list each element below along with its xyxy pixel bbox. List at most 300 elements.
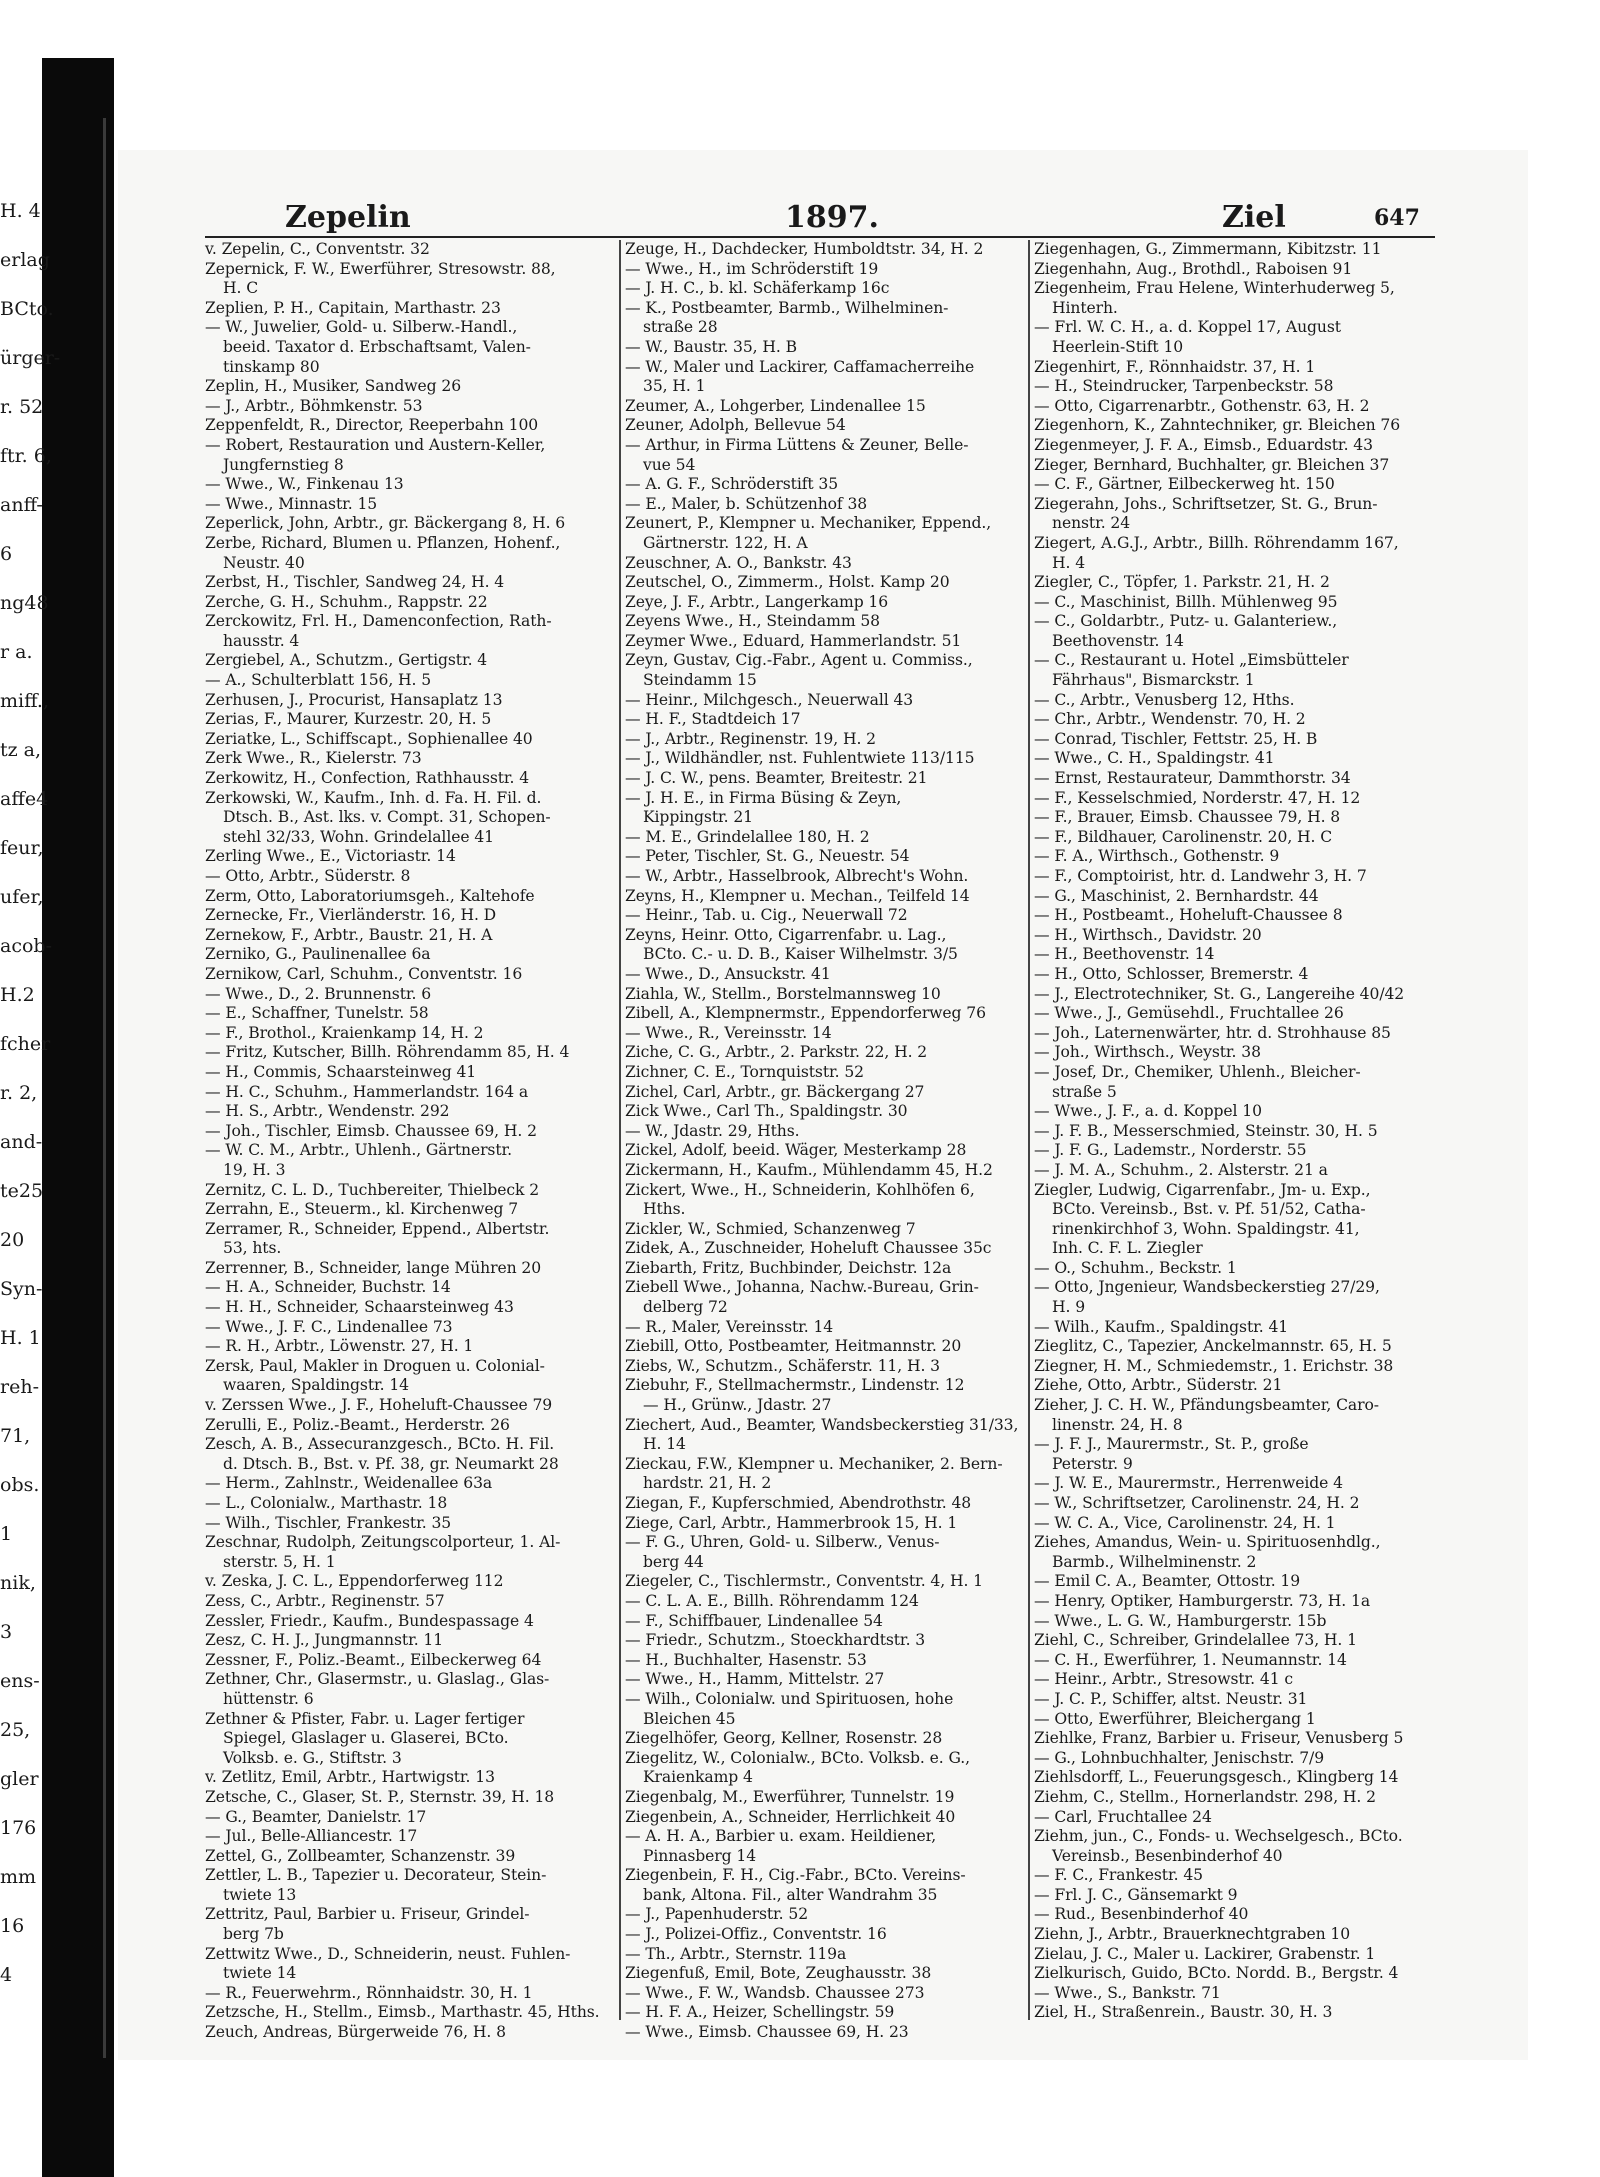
directory-entry-line: — R., Feuerwehrm., Rönnhaidstr. 30, H. 1	[205, 1983, 533, 2002]
directory-entry-line: Ziebuhr, F., Stellmachermstr., Lindenstr. 12	[625, 1376, 965, 1395]
directory-entry-line: — J. C. W., pens. Beamter, Breitestr. 21	[625, 769, 928, 788]
directory-entry-line: — Chr., Arbtr., Wendenstr. 70, H. 2	[1034, 710, 1306, 729]
directory-entry-line: Ziegenhirt, F., Rönnhaidstr. 37, H. 1	[1034, 357, 1316, 376]
directory-entry-line: — L., Colonialw., Marthastr. 18	[205, 1494, 448, 1512]
directory-entry-line: Zernikow, Carl, Schuhm., Conventstr. 16	[205, 964, 523, 983]
directory-entry-line: beeid. Taxator d. Erbschaftsamt, Valen-	[223, 337, 531, 356]
stub-text: Syn-	[0, 1278, 43, 1300]
directory-entry-line: Hths.	[643, 1200, 686, 1219]
directory-entry-line: Zesz, C. H. J., Jungmannstr. 11	[205, 1631, 444, 1650]
directory-entry-line: Zerkowitz, H., Confection, Rathhausstr. 4	[205, 769, 530, 788]
directory-entry-line: Zerrenner, B., Schneider, lange Mühren 20	[205, 1258, 542, 1277]
directory-entry-line: — Frl. J. C., Gänsemarkt 9	[1034, 1885, 1238, 1904]
directory-entry-line: Zethner, Chr., Glasermstr., u. Glaslag., Glas-	[205, 1670, 550, 1689]
header-rule	[205, 236, 1435, 238]
directory-entry-line: — E., Schaffner, Tunelstr. 58	[205, 1004, 429, 1023]
directory-entry-line: Zessner, F., Poliz.-Beamt., Eilbeckerweg 64	[205, 1650, 542, 1669]
directory-entry-line: — C., Restaurant u. Hotel „Eimsbütteler	[1034, 651, 1349, 670]
directory-entry-line: Zernekow, F., Arbtr., Baustr. 21, H. A	[205, 925, 493, 944]
directory-entry-line: — J., Wildhändler, nst. Fuhlentwiete 113/115	[625, 749, 975, 768]
directory-entry-line: H. C	[223, 279, 259, 298]
directory-entry-line: BCto. C.- u. D. B., Kaiser Wilhelmstr. 3/5	[643, 945, 958, 964]
stub-text: fcher	[0, 1033, 51, 1055]
directory-entry-line: Zieglitz, C., Tapezier, Anckelmannstr. 65, H. 5	[1034, 1337, 1392, 1356]
directory-entry-line: Zeuner, Adolph, Bellevue 54	[625, 416, 846, 435]
directory-entry-line: v. Zeska, J. C. L., Eppendorferweg 112	[205, 1572, 504, 1591]
directory-entry-line: Neustr. 40	[223, 553, 305, 572]
directory-entry-line: Zerramer, R., Schneider, Eppend., Albertstr.	[205, 1219, 550, 1238]
stub-text: and-	[0, 1131, 43, 1153]
directory-entry-line: — Conrad, Tischler, Fettstr. 25, H. B	[1034, 729, 1318, 748]
directory-entry-line: Ziegelitz, W., Colonialw., BCto. Volksb. e. G.,	[625, 1748, 970, 1767]
directory-entry-line: — O., Schuhm., Beckstr. 1	[1034, 1258, 1237, 1277]
directory-entry-line: Ziche, C. G., Arbtr., 2. Parkstr. 22, H. 2	[625, 1043, 928, 1062]
page-header-year: 1897.	[785, 200, 879, 235]
directory-entry-line: tinskamp 80	[223, 357, 320, 376]
directory-entry-line: — Wwe., H., Hamm, Mittelstr. 27	[625, 1670, 885, 1689]
stub-text: r. 52	[0, 396, 44, 418]
directory-entry-line: — H., Otto, Schlosser, Bremerstr. 4	[1034, 964, 1309, 983]
directory-entry-line: — Wwe., W., Finkenau 13	[205, 475, 404, 494]
directory-entry-line: — C., Maschinist, Billh. Mühlenweg 95	[1034, 592, 1338, 611]
directory-entry-line: — Wilh., Colonialw. und Spirituosen, hohe	[625, 1689, 954, 1708]
directory-entry-line: Ziegenhorn, K., Zahntechniker, gr. Bleichen 76	[1034, 416, 1401, 435]
directory-entry-line: Zeuge, H., Dachdecker, Humboldtstr. 34, H. 2	[625, 240, 984, 258]
directory-entry-line: — W. C. M., Arbtr., Uhlenh., Gärtnerstr.	[205, 1141, 512, 1160]
stub-text: affe4	[0, 788, 49, 810]
directory-entry-line: Ziegerahn, Johs., Schriftsetzer, St. G., Brun-	[1034, 494, 1378, 513]
directory-entry-line: Zeschnar, Rudolph, Zeitungscolporteur, 1. Al-	[205, 1533, 561, 1552]
directory-entry-line: Ziehlsdorff, L., Feuerungsgesch., Klingberg 14	[1034, 1768, 1399, 1787]
directory-entry-line: Ziegenbalg, M., Ewerführer, Tunnelstr. 19	[625, 1787, 955, 1806]
directory-entry-line: — H., Commis, Schaarsteinweg 41	[205, 1062, 477, 1081]
directory-entry-line: 53, hts.	[223, 1239, 282, 1258]
directory-entry-line: hüttenstr. 6	[223, 1689, 314, 1708]
directory-entry-line: Ziehe, Otto, Arbtr., Süderstr. 21	[1034, 1376, 1283, 1395]
stub-text: r a.	[0, 641, 33, 663]
directory-entry-line: Zieger, Bernhard, Buchhalter, gr. Bleichen 37	[1034, 455, 1390, 474]
directory-entry-line: — Wwe., L. G. W., Hamburgerstr. 15b	[1034, 1611, 1327, 1630]
directory-entry-line: — H., Grünw., Jdastr. 27	[643, 1396, 832, 1415]
directory-entry-line: H. 9	[1052, 1298, 1086, 1317]
directory-entry-line: Zeumer, A., Lohgerber, Lindenallee 15	[625, 396, 926, 415]
stub-text: mm	[0, 1866, 37, 1888]
directory-entry-line: — Otto, Arbtr., Süderstr. 8	[205, 867, 411, 885]
directory-entry-line: Zeyens Wwe., H., Steindamm 58	[625, 612, 881, 631]
directory-entry-line: Jungfernstieg 8	[223, 455, 344, 474]
stub-text: gler	[0, 1768, 39, 1790]
stub-text: 3	[0, 1621, 13, 1643]
directory-entry-line: — Rud., Besenbinderhof 40	[1034, 1905, 1249, 1924]
directory-entry-line: — G., Beamter, Danielstr. 17	[205, 1807, 427, 1826]
directory-entry-line: Dtsch. B., Ast. lks. v. Compt. 31, Schopen-	[223, 808, 551, 827]
directory-entry-line: Ziege, Carl, Arbtr., Hammerbrook 15, H. 1	[625, 1513, 958, 1532]
directory-entry-line: H. 14	[643, 1435, 686, 1454]
directory-entry-line: Zeye, J. F., Arbtr., Langerkamp 16	[625, 592, 889, 611]
directory-entry-line: Zeplin, H., Musiker, Sandweg 26	[205, 377, 462, 396]
directory-entry-line: Zick Wwe., Carl Th., Spaldingstr. 30	[625, 1102, 908, 1121]
directory-entry-line: — F., Kesselschmied, Norderstr. 47, H. 12	[1034, 788, 1361, 807]
directory-entry-line: Inh. C. F. L. Ziegler	[1052, 1239, 1203, 1258]
directory-entry-line: Ziebell Wwe., Johanna, Nachw.-Bureau, Grin-	[625, 1278, 979, 1297]
directory-entry-line: — H. F., Stadtdeich 17	[625, 710, 801, 729]
directory-entry-line: straße 28	[643, 318, 718, 337]
column-divider	[619, 240, 621, 2020]
directory-entry-line: — Otto, Jngenieur, Wandsbeckerstieg 27/29,	[1034, 1278, 1380, 1297]
stub-text: 176	[0, 1817, 37, 1839]
directory-entry-line: — Wwe., R., Vereinsstr. 14	[625, 1023, 832, 1042]
directory-column-3	[1034, 240, 1436, 2022]
directory-entry-line: waaren, Spaldingstr. 14	[223, 1376, 409, 1395]
stub-text: miff.,	[0, 690, 49, 712]
directory-entry-line: bank, Altona. Fil., alter Wandrahm 35	[643, 1885, 938, 1904]
directory-entry-line: — H. C., Schuhm., Hammerlandstr. 164 a	[205, 1082, 529, 1101]
directory-entry-line: Ziegan, F., Kupferschmied, Abendrothstr. 48	[625, 1494, 972, 1512]
directory-entry-line: sterstr. 5, H. 1	[223, 1552, 336, 1571]
directory-entry-line: Kraienkamp 4	[643, 1768, 753, 1787]
directory-entry-line: 35, H. 1	[643, 377, 706, 396]
directory-entry-line: Zesch, A. B., Assecuranzgesch., BCto. H. Fil.	[205, 1435, 555, 1454]
directory-entry-line: Zerrahn, E., Steuerm., kl. Kirchenweg 7	[205, 1200, 519, 1219]
directory-entry-line: delberg 72	[643, 1298, 728, 1317]
directory-entry-line: — C. L. A. E., Billh. Röhrendamm 124	[625, 1591, 919, 1610]
directory-entry-line: Zerckowitz, Frl. H., Damenconfection, Rath-	[205, 612, 552, 631]
directory-entry-line: Zielkurisch, Guido, BCto. Nordd. B., Bergstr. 4	[1034, 1964, 1399, 1983]
directory-entry-line: Zickermann, H., Kaufm., Mühlendamm 45, H.2	[625, 1160, 993, 1179]
directory-entry-line: Ziebill, Otto, Postbeamter, Heitmannstr. 20	[625, 1337, 962, 1356]
directory-entry-line: Vereinsb., Besenbinderhof 40	[1052, 1846, 1283, 1865]
stub-text: te25	[0, 1180, 44, 1202]
stub-text: obs.	[0, 1474, 40, 1496]
directory-entry-line: — J. M. A., Schuhm., 2. Alsterstr. 21 a	[1034, 1160, 1328, 1179]
directory-entry-line: — R., Maler, Vereinsstr. 14	[625, 1317, 834, 1336]
directory-entry-line: Ziehn, J., Arbtr., Brauerknechtgraben 10	[1034, 1925, 1351, 1944]
directory-entry-line: Ziechert, Aud., Beamter, Wandsbeckerstieg 31/33,	[625, 1415, 1019, 1434]
directory-entry-line: Volksb. e. G., Stiftstr. 3	[223, 1748, 402, 1767]
directory-entry-line: Ziahla, W., Stellm., Borstelmannsweg 10	[625, 984, 941, 1003]
directory-entry-line: Zerbe, Richard, Blumen u. Pflanzen, Hohenf.,	[205, 533, 561, 552]
directory-entry-line: Ziegeler, C., Tischlermstr., Conventstr. 4, H. 1	[625, 1572, 983, 1591]
directory-entry-line: Zethner & Pfister, Fabr. u. Lager fertiger	[205, 1709, 525, 1728]
directory-entry-line: — H., Beethovenstr. 14	[1034, 945, 1215, 964]
directory-entry-line: Ziehm, jun., C., Fonds- u. Wechselgesch., BCto.	[1034, 1827, 1403, 1846]
directory-entry-line: Ziegenheim, Frau Helene, Winterhuderweg 5,	[1034, 279, 1395, 298]
page-header-left: Zepelin	[285, 200, 411, 235]
directory-entry-line: Zeuschner, A. O., Bankstr. 43	[625, 553, 852, 572]
directory-entry-line: — R. H., Arbtr., Löwenstr. 27, H. 1	[205, 1337, 474, 1356]
directory-entry-line: Zetzsche, H., Stellm., Eimsb., Marthastr. 45, Hths.	[205, 2003, 600, 2022]
directory-entry-line: Ziehlke, Franz, Barbier u. Friseur, Venusberg 5	[1034, 1729, 1404, 1748]
directory-entry-line: — J., Papenhuderstr. 52	[625, 1905, 809, 1924]
directory-entry-line: — G., Maschinist, 2. Bernhardstr. 44	[1034, 886, 1319, 905]
stub-text: H.2	[0, 984, 35, 1006]
directory-entry-line: Ziebarth, Fritz, Buchbinder, Deichstr. 12a	[625, 1258, 952, 1277]
directory-entry-line: Ziegenbein, A., Schneider, Herrlichkeit 40	[625, 1807, 956, 1826]
directory-entry-line: — J. C. P., Schiffer, altst. Neustr. 31	[1034, 1689, 1308, 1708]
directory-entry-line: nenstr. 24	[1052, 514, 1131, 533]
directory-entry-line: Kippingstr. 21	[643, 808, 753, 827]
directory-entry-line: — Joh., Laternenwärter, htr. d. Strohhause 85	[1034, 1023, 1391, 1042]
directory-entry-line: Zibell, A., Klempnermstr., Eppendorferweg 76	[625, 1004, 986, 1023]
directory-entry-line: Zerias, F., Maurer, Kurzestr. 20, H. 5	[205, 710, 492, 729]
stub-text: anff-	[0, 494, 43, 516]
directory-entry-line: Zeyns, Heinr. Otto, Cigarrenfabr. u. Lag.,	[625, 925, 947, 944]
directory-entry-line: — C., Goldarbtr., Putz- u. Galanteriew.,	[1034, 612, 1338, 631]
directory-entry-line: Zickel, Adolf, beeid. Wäger, Mesterkamp 28	[625, 1141, 967, 1160]
directory-entry-line: Zess, C., Arbtr., Reginenstr. 57	[205, 1591, 445, 1610]
directory-entry-line: — Wwe., S., Bankstr. 71	[1034, 1983, 1221, 2002]
directory-entry-line: Zidek, A., Zuschneider, Hoheluft Chaussee 35c	[625, 1239, 992, 1258]
stub-text: 6	[0, 543, 13, 565]
directory-entry-line: Zettritz, Paul, Barbier u. Friseur, Grindel-	[205, 1905, 530, 1924]
directory-entry-line: hausstr. 4	[223, 631, 300, 650]
directory-entry-line: — Wwe., Eimsb. Chaussee 69, H. 23	[625, 2023, 909, 2042]
directory-entry-line: — F. A., Wirthsch., Gothenstr. 9	[1034, 847, 1280, 866]
directory-entry-line: Zichner, C. E., Tornquiststr. 52	[625, 1062, 864, 1081]
directory-entry-line: Zeunert, P., Klempner u. Mechaniker, Eppend.,	[625, 514, 992, 533]
stub-text: 4	[0, 1964, 13, 1986]
directory-entry-line: Zetsche, C., Glaser, St. P., Sternstr. 39, H. 18	[205, 1787, 555, 1806]
directory-entry-line: — Heinr., Arbtr., Stresowstr. 41 c	[1034, 1670, 1294, 1689]
directory-entry-line: vue 54	[643, 455, 696, 474]
directory-entry-line: Fährhaus", Bismarckstr. 1	[1052, 671, 1255, 690]
directory-entry-line: Zieher, J. C. H. W., Pfändungsbeamter, Caro-	[1034, 1396, 1379, 1415]
gutter-line	[103, 118, 106, 2058]
directory-entry-line: — H., Buchhalter, Hasenstr. 53	[625, 1650, 867, 1669]
stub-text: tz a,	[0, 739, 42, 761]
stub-text: 16	[0, 1915, 25, 1937]
directory-entry-line: — Heinr., Tab. u. Cig., Neuerwall 72	[625, 906, 908, 925]
directory-entry-line: — H., Wirthsch., Davidstr. 20	[1034, 925, 1262, 944]
directory-entry-line: berg 7b	[223, 1925, 284, 1944]
directory-entry-line: Ziegenhahn, Aug., Brothdl., Raboisen 91	[1034, 259, 1353, 278]
directory-entry-line: — F., Brothol., Kraienkamp 14, H. 2	[205, 1023, 484, 1042]
directory-entry-line: Steindamm 15	[643, 671, 757, 690]
directory-entry-line: Zeyn, Gustav, Cig.-Fabr., Agent u. Commiss.,	[625, 651, 973, 670]
stub-text: BCto.	[0, 298, 54, 320]
directory-entry-line: Zeplien, P. H., Capitain, Marthastr. 23	[205, 298, 501, 317]
directory-entry-line: — H. H., Schneider, Schaarsteinweg 43	[205, 1298, 514, 1317]
stub-text: H. 1	[0, 1327, 41, 1349]
directory-entry-line: — Otto, Ewerführer, Bleichergang 1	[1034, 1709, 1316, 1728]
stub-text: erlag	[0, 249, 50, 271]
directory-entry-line: — H. S., Arbtr., Wendenstr. 292	[205, 1102, 450, 1121]
directory-entry-line: Zergiebel, A., Schutzm., Gertigstr. 4	[205, 651, 488, 670]
directory-entry-line: — G., Lohnbuchhalter, Jenischstr. 7/9	[1034, 1748, 1325, 1767]
directory-entry-line: Pinnasberg 14	[643, 1846, 757, 1865]
directory-entry-line: — Ernst, Restaurateur, Dammthorstr. 34	[1034, 769, 1351, 788]
directory-entry-line: — Wwe., F. W., Wandsb. Chaussee 273	[625, 1983, 925, 2002]
directory-entry-line: — Joh., Tischler, Eimsb. Chaussee 69, H. 2	[205, 1121, 537, 1140]
directory-entry-line: Peterstr. 9	[1052, 1454, 1133, 1473]
directory-entry-line: Zerulli, E., Poliz.-Beamt., Herderstr. 26	[205, 1415, 510, 1434]
directory-entry-line: Zerniko, G., Paulinenallee 6a	[205, 945, 431, 964]
stub-text: reh-	[0, 1376, 39, 1398]
directory-entry-line: — C. F., Gärtner, Eilbeckerweg ht. 150	[1034, 475, 1335, 494]
directory-entry-line: Ziegenfuß, Emil, Bote, Zeughausstr. 38	[625, 1964, 932, 1983]
directory-entry-line: Spiegel, Glaslager u. Glaserei, BCto.	[223, 1729, 509, 1748]
directory-entry-line: — Wwe., H., im Schröderstift 19	[625, 259, 879, 278]
directory-entry-line: — Wwe., C. H., Spaldingstr. 41	[1034, 749, 1275, 768]
directory-entry-line: Ziebs, W., Schutzm., Schäferstr. 11, H. 3	[625, 1356, 940, 1375]
stub-text: H. 4	[0, 200, 41, 222]
directory-entry-line: rinenkirchhof 3, Wohn. Spaldingstr. 41,	[1052, 1219, 1360, 1238]
stub-text: 71,	[0, 1425, 31, 1447]
directory-entry-line: — J. H. E., in Firma Büsing & Zeyn,	[625, 788, 902, 807]
page-header-right: Ziel	[1222, 200, 1286, 235]
directory-entry-line: — J. H. C., b. kl. Schäferkamp 16c	[625, 279, 890, 298]
directory-entry-line: — Th., Arbtr., Sternstr. 119a	[625, 1944, 847, 1963]
directory-entry-line: Zeyns, H., Klempner u. Mechan., Teilfeld 14	[625, 886, 970, 905]
directory-entry-line: v. Zepelin, C., Conventstr. 32	[205, 240, 430, 258]
directory-entry-line: 19, H. 3	[223, 1160, 286, 1179]
directory-entry-line: — H. A., Schneider, Buchstr. 14	[205, 1278, 451, 1297]
directory-entry-line: Zielau, J. C., Maler u. Lackirer, Grabenstr. 1	[1034, 1944, 1376, 1963]
directory-entry-line: berg 44	[643, 1552, 704, 1571]
directory-entry-line: Zettler, L. B., Tapezier u. Decorateur, Stein-	[205, 1866, 547, 1885]
directory-entry-line: — Otto, Cigarrenarbtr., Gothenstr. 63, H. 2	[1034, 396, 1370, 415]
directory-entry-line: Zieckau, F.W., Klempner u. Mechaniker, 2. Bern-	[625, 1454, 1003, 1473]
directory-entry-line: Zerling Wwe., E., Victoriastr. 14	[205, 847, 456, 866]
directory-entry-line: — W., Jdastr. 29, Hths.	[625, 1121, 800, 1140]
directory-entry-line: — J. W. E., Maurermstr., Herrenweide 4	[1034, 1474, 1343, 1493]
directory-entry-line: Zessler, Friedr., Kaufm., Bundespassage 4	[205, 1611, 534, 1630]
directory-entry-line: Zersk, Paul, Makler in Droguen u. Colonial-	[205, 1356, 545, 1375]
directory-entry-line: Zernitz, C. L. D., Tuchbereiter, Thielbeck 2	[205, 1180, 540, 1199]
directory-entry-line: — W., Baustr. 35, H. B	[625, 337, 797, 356]
directory-entry-line: — Frl. W. C. H., a. d. Koppel 17, August	[1034, 318, 1341, 337]
stub-text: r. 2,	[0, 1082, 38, 1104]
directory-entry-line: — F., Bildhauer, Carolinenstr. 20, H. C	[1034, 827, 1333, 846]
directory-entry-line: — J. F. B., Messerschmied, Steinstr. 30, H. 5	[1034, 1121, 1378, 1140]
directory-entry-line: straße 5	[1052, 1082, 1117, 1101]
directory-entry-line: Ziegelhöfer, Georg, Kellner, Rosenstr. 28	[625, 1729, 943, 1748]
directory-entry-line: — W., Maler und Lackirer, Caffamacherreihe	[625, 357, 975, 376]
directory-entry-line: Zernecke, Fr., Vierländerstr. 16, H. D	[205, 906, 497, 925]
directory-entry-line: — H. F. A., Heizer, Schellingstr. 59	[625, 2003, 895, 2022]
directory-entry-line: BCto. Vereinsb., Bst. v. Pf. 51/52, Catha-	[1052, 1200, 1366, 1219]
directory-entry-line: stehl 32/33, Wohn. Grindelallee 41	[223, 827, 494, 846]
stub-text: ürger-	[0, 347, 61, 369]
directory-entry-line: Beethovenstr. 14	[1052, 631, 1184, 650]
directory-entry-line: Ziehes, Amandus, Wein- u. Spirituosenhdlg.,	[1034, 1533, 1381, 1552]
directory-entry-line: twiete 14	[223, 1964, 297, 1983]
directory-entry-line: Ziegner, H. M., Schmiedemstr., 1. Erichstr. 38	[1034, 1356, 1394, 1375]
directory-entry-line: Zeutschel, O., Zimmerm., Holst. Kamp 20	[625, 573, 950, 592]
directory-entry-line: — Carl, Fruchtallee 24	[1034, 1807, 1212, 1826]
directory-entry-line: Ziegert, A.G.J., Arbtr., Billh. Röhrendamm 167,	[1034, 533, 1399, 552]
directory-entry-line: — F., Brauer, Eimsb. Chaussee 79, H. 8	[1034, 808, 1341, 827]
directory-entry-line: — Friedr., Schutzm., Stoeckhardtstr. 3	[625, 1631, 926, 1650]
directory-entry-line: — Fritz, Kutscher, Billh. Röhrendamm 85, H. 4	[205, 1043, 570, 1062]
directory-entry-line: — W., Arbtr., Hasselbrook, Albrecht's Wohn.	[625, 867, 969, 885]
directory-entry-line: Zickert, Wwe., H., Schneiderin, Kohlhöfen 6,	[625, 1180, 975, 1199]
directory-entry-line: — J. F. J., Maurermstr., St. P., große	[1034, 1435, 1309, 1454]
directory-entry-line: hardstr. 21, H. 2	[643, 1474, 772, 1493]
directory-entry-line: Ziegenbein, F. H., Cig.-Fabr., BCto. Vereins-	[625, 1866, 966, 1885]
directory-entry-line: Ziegler, C., Töpfer, 1. Parkstr. 21, H. 2	[1034, 573, 1330, 592]
directory-entry-line: — H., Postbeamt., Hoheluft-Chaussee 8	[1034, 906, 1343, 925]
directory-entry-line: — F., Schiffbauer, Lindenallee 54	[625, 1611, 883, 1630]
directory-entry-line: — Peter, Tischler, St. G., Neuestr. 54	[625, 847, 910, 866]
directory-entry-line: Zeperlick, John, Arbtr., gr. Bäckergang 8, H. 6	[205, 514, 566, 533]
stub-text: ufer,	[0, 886, 44, 908]
directory-entry-line: — A., Schulterblatt 156, H. 5	[205, 671, 432, 690]
directory-entry-line: — J., Electrotechniker, St. G., Langereihe 40/42	[1034, 984, 1405, 1003]
directory-entry-line: — M. E., Grindelallee 180, H. 2	[625, 827, 870, 846]
directory-entry-line: — Herm., Zahlnstr., Weidenallee 63a	[205, 1474, 493, 1493]
directory-entry-line: Zeppenfeldt, R., Director, Reeperbahn 100	[205, 416, 539, 435]
directory-entry-line: d. Dtsch. B., Bst. v. Pf. 38, gr. Neumarkt 28	[223, 1454, 559, 1473]
directory-entry-line: Ziegler, Ludwig, Cigarrenfabr., Jm- u. Exp.,	[1034, 1180, 1371, 1199]
stub-text: acob-	[0, 935, 52, 957]
directory-entry-line: — Wilh., Kaufm., Spaldingstr. 41	[1034, 1317, 1289, 1336]
directory-entry-line: Zeriatke, L., Schiffscapt., Sophienallee 40	[205, 729, 533, 748]
directory-entry-line: Zepernick, F. W., Ewerführer, Stresowstr. 88,	[205, 259, 556, 278]
directory-entry-line: — W., Juwelier, Gold- u. Silberw.-Handl.,	[205, 318, 518, 337]
directory-entry-line: v. Zerssen Wwe., J. F., Hoheluft-Chaussee 79	[205, 1396, 553, 1415]
stub-text: 1	[0, 1523, 13, 1545]
directory-entry-line: Gärtnerstr. 122, H. A	[643, 533, 808, 552]
directory-entry-line: — Henry, Optiker, Hamburgerstr. 73, H. 1a	[1034, 1591, 1371, 1610]
directory-entry-line: — F. G., Uhren, Gold- u. Silberw., Venus-	[625, 1533, 940, 1552]
directory-entry-line: — W., Schriftsetzer, Carolinenstr. 24, H. 2	[1034, 1494, 1360, 1512]
stub-text: ng48	[0, 592, 49, 614]
directory-entry-line: Hinterh.	[1052, 298, 1118, 317]
directory-entry-line: — C., Arbtr., Venusberg 12, Hths.	[1034, 690, 1295, 709]
directory-entry-line: Zeuch, Andreas, Bürgerweide 76, H. 8	[205, 2023, 506, 2042]
directory-entry-line: — W. C. A., Vice, Carolinenstr. 24, H. 1	[1034, 1513, 1336, 1532]
directory-entry-line: Zettel, G., Zollbeamter, Schanzenstr. 39	[205, 1846, 516, 1865]
directory-entry-line: — E., Maler, b. Schützenhof 38	[625, 494, 868, 513]
directory-entry-line: — Wwe., J., Gemüsehdl., Fruchtallee 26	[1034, 1004, 1344, 1023]
column-divider	[1028, 240, 1030, 2020]
directory-entry-line: — J., Polizei-Offiz., Conventstr. 16	[625, 1925, 887, 1944]
directory-entry-line: Ziegenmeyer, J. F. A., Eimsb., Eduardstr. 43	[1034, 435, 1373, 454]
directory-entry-line: — Wwe., J. F., a. d. Koppel 10	[1034, 1102, 1262, 1121]
directory-entry-line: Zerm, Otto, Laboratoriumsgeh., Kaltehofe	[205, 886, 535, 905]
directory-entry-line: — Wwe., D., Ansuckstr. 41	[625, 964, 831, 983]
directory-column-1	[205, 240, 613, 2042]
directory-entry-line: Zeymer Wwe., Eduard, Hammerlandstr. 51	[625, 631, 962, 650]
directory-entry-line: Zerk Wwe., R., Kielerstr. 73	[205, 749, 422, 768]
stub-text: nik,	[0, 1572, 36, 1594]
directory-entry-line: — Heinr., Milchgesch., Neuerwall 43	[625, 690, 914, 709]
directory-entry-line: Zickler, W., Schmied, Schanzenweg 7	[625, 1219, 916, 1238]
directory-entry-line: Ziehl, C., Schreiber, Grindelallee 73, H. 1	[1034, 1631, 1357, 1650]
stub-text: ftr. 6,	[0, 445, 52, 467]
directory-entry-line: — Wwe., J. F. C., Lindenallee 73	[205, 1317, 453, 1336]
directory-entry-line: Bleichen 45	[643, 1709, 736, 1728]
directory-entry-line: — Jul., Belle-Alliancestr. 17	[205, 1827, 418, 1846]
directory-entry-line: — F., Comptoirist, htr. d. Landwehr 3, H. 7	[1034, 867, 1367, 885]
stub-text: feur,	[0, 837, 44, 859]
stub-text: ens-	[0, 1670, 40, 1692]
directory-entry-line: Zerhusen, J., Procurist, Hansaplatz 13	[205, 690, 503, 709]
directory-entry-line: — A. G. F., Schröderstift 35	[625, 475, 839, 494]
page-number: 647	[1374, 205, 1420, 231]
directory-entry-line: — Wwe., Minnastr. 15	[205, 494, 378, 513]
directory-entry-line: — F. C., Frankestr. 45	[1034, 1866, 1203, 1885]
directory-entry-line: — K., Postbeamter, Barmb., Wilhelminen-	[625, 298, 949, 317]
directory-entry-line: — J., Arbtr., Böhmkenstr. 53	[205, 396, 423, 415]
directory-entry-line: Heerlein-Stift 10	[1052, 337, 1184, 356]
directory-entry-line: Zerkowski, W., Kaufm., Inh. d. Fa. H. Fil. d.	[205, 788, 542, 807]
directory-entry-line: Ziel, H., Straßenrein., Baustr. 30, H. 3	[1034, 2003, 1333, 2022]
directory-entry-line: v. Zetlitz, Emil, Arbtr., Hartwigstr. 13	[205, 1768, 495, 1787]
directory-entry-line: Ziehm, C., Stellm., Hornerlandstr. 298, H. 2	[1034, 1787, 1376, 1806]
directory-column-2	[625, 240, 1023, 2042]
